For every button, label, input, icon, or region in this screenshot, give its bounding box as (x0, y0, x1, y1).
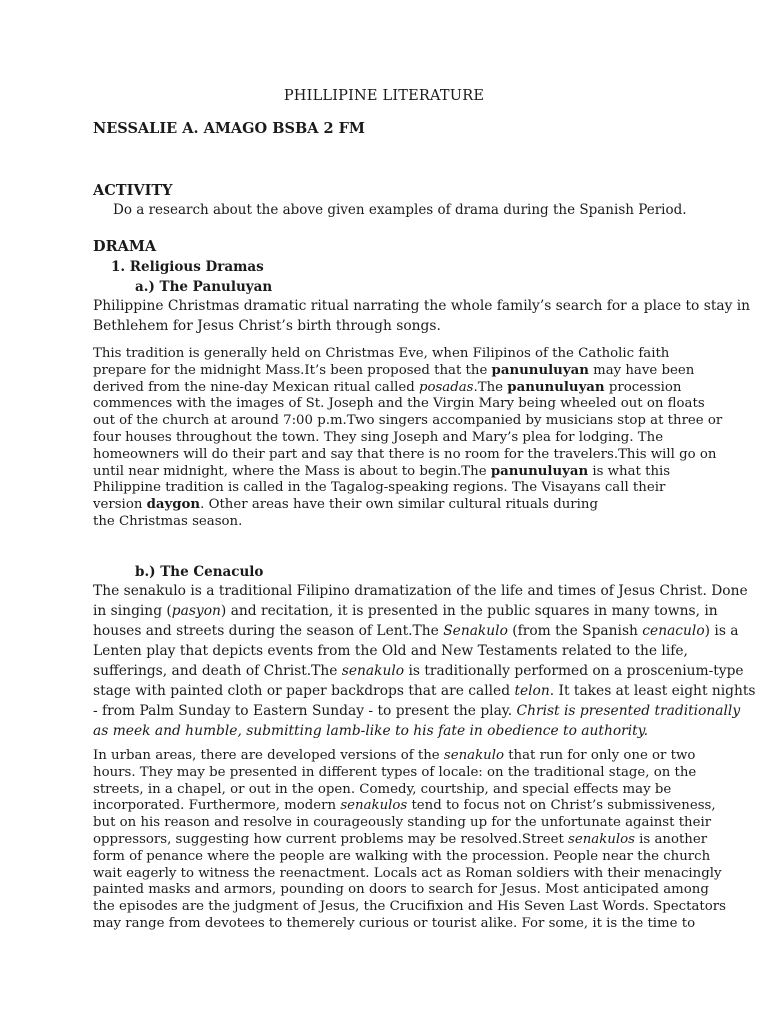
text-line: Lenten play that depicts events from the Old and New Testaments related to the life, (93, 643, 688, 659)
cenaculo-paragraph (93, 581, 756, 741)
text-line: The senakulo is a traditional Filipino dramatization of the life and times of Jesus Christ. Done (93, 583, 748, 599)
text-line: stage with painted cloth or paper backdrops that are called telon. It takes at least eight nights (93, 683, 756, 699)
text-line: - from Palm Sunday to Eastern Sunday - to present the play. Christ is presented traditionally (93, 703, 741, 719)
panuluyan-body-paragraph (93, 346, 723, 531)
text-line: In urban areas, there are developed versions of the senakulo that run for only one or two (93, 748, 696, 763)
religious-dramas-heading: 1. Religious Dramas (111, 259, 264, 275)
text-line: the Christmas season. (93, 513, 243, 529)
text-line: painted masks and armors, pounding on doors to search for Jesus. Most anticipated among (93, 882, 709, 898)
text-line: houses and streets during the season of Lent.The Senakulo (from the Spanish cenaculo) is a (93, 623, 739, 639)
panuluyan-intro-paragraph (93, 296, 751, 336)
text-line: the episodes are the judgment of Jesus, the Crucifixion and His Seven Last Words. Spectators (93, 899, 726, 915)
text-line: derived from the nine-day Mexican ritual called posadas.The panunuluyan procession (93, 379, 682, 395)
drama-heading: DRAMA (93, 238, 157, 255)
text-line: out of the church at around 7:00 p.m.Two singers accompanied by musicians stop at three or (93, 413, 723, 429)
text-line: Philippine Christmas dramatic ritual narrating the whole family’s search for a place to stay in (93, 298, 751, 314)
text-line: Bethlehem for Jesus Christ’s birth through songs. (93, 318, 441, 334)
text-line: until near midnight, where the Mass is about to begin.The panunuluyan is what this (93, 463, 671, 479)
text-line: commences with the images of St. Joseph and the Virgin Mary being wheeled out on floats (93, 396, 705, 412)
text-line: prepare for the midnight Mass.It’s been proposed that the panunuluyan may have been (93, 362, 695, 378)
document-title: PHILLIPINE LITERATURE (283, 88, 485, 104)
text-line: oppressors, suggesting how current problems may be resolved.Street senakulos is another (93, 831, 708, 847)
activity-heading: ACTIVITY (93, 182, 173, 199)
text-line: streets, in a chapel, or out in the open. Comedy, courtship, and special effects may be (93, 781, 672, 797)
text-line: sufferings, and death of Christ.The senakulo is traditionally performed on a proscenium-type (93, 663, 744, 679)
text-line: incorporated. Furthermore, modern senakulos tend to focus not on Christ’s submissiveness, (93, 798, 716, 814)
text-line: version daygon. Other areas have their own similar cultural rituals during (93, 497, 598, 513)
urban-senakulo-paragraph (93, 748, 726, 933)
text-line: homeowners will do their part and say that there is no room for the travelers.This will go on (93, 446, 717, 462)
text-line: hours. They may be presented in different types of locale: on the traditional stage, on the (93, 764, 697, 780)
text-line: four houses throughout the town. They sing Joseph and Mary’s plea for lodging. The (93, 429, 664, 445)
activity-instruction: Do a research about the above given examples of drama during the Spanish Period. (113, 202, 687, 218)
cenaculo-heading: b.) The Cenaculo (135, 564, 264, 580)
text-line: may range from devotees to themerely curious or tourist alike. For some, it is the time to (93, 915, 696, 931)
author-line: NESSALIE A. AMAGO BSBA 2 FM (93, 120, 365, 137)
text-line: This tradition is generally held on Christmas Eve, when Filipinos of the Catholic faith (93, 346, 670, 361)
text-line: form of penance where the people are walking with the procession. People near the church (93, 848, 711, 864)
text-line: as meek and humble, submitting lamb-like to his fate in obedience to authority. (93, 723, 649, 739)
text-line: but on his reason and resolve in courageously standing up for the unfortunate against their (93, 815, 712, 831)
text-line: Philippine tradition is called in the Tagalog-speaking regions. The Visayans call their (93, 480, 666, 496)
text-line: wait eagerly to witness the reenactment. Locals act as Roman soldiers with their menacingly (93, 865, 722, 881)
text-line: in singing (pasyon) and recitation, it is presented in the public squares in many towns, in (93, 603, 718, 619)
panuluyan-heading: a.) The Panuluyan (135, 279, 273, 295)
